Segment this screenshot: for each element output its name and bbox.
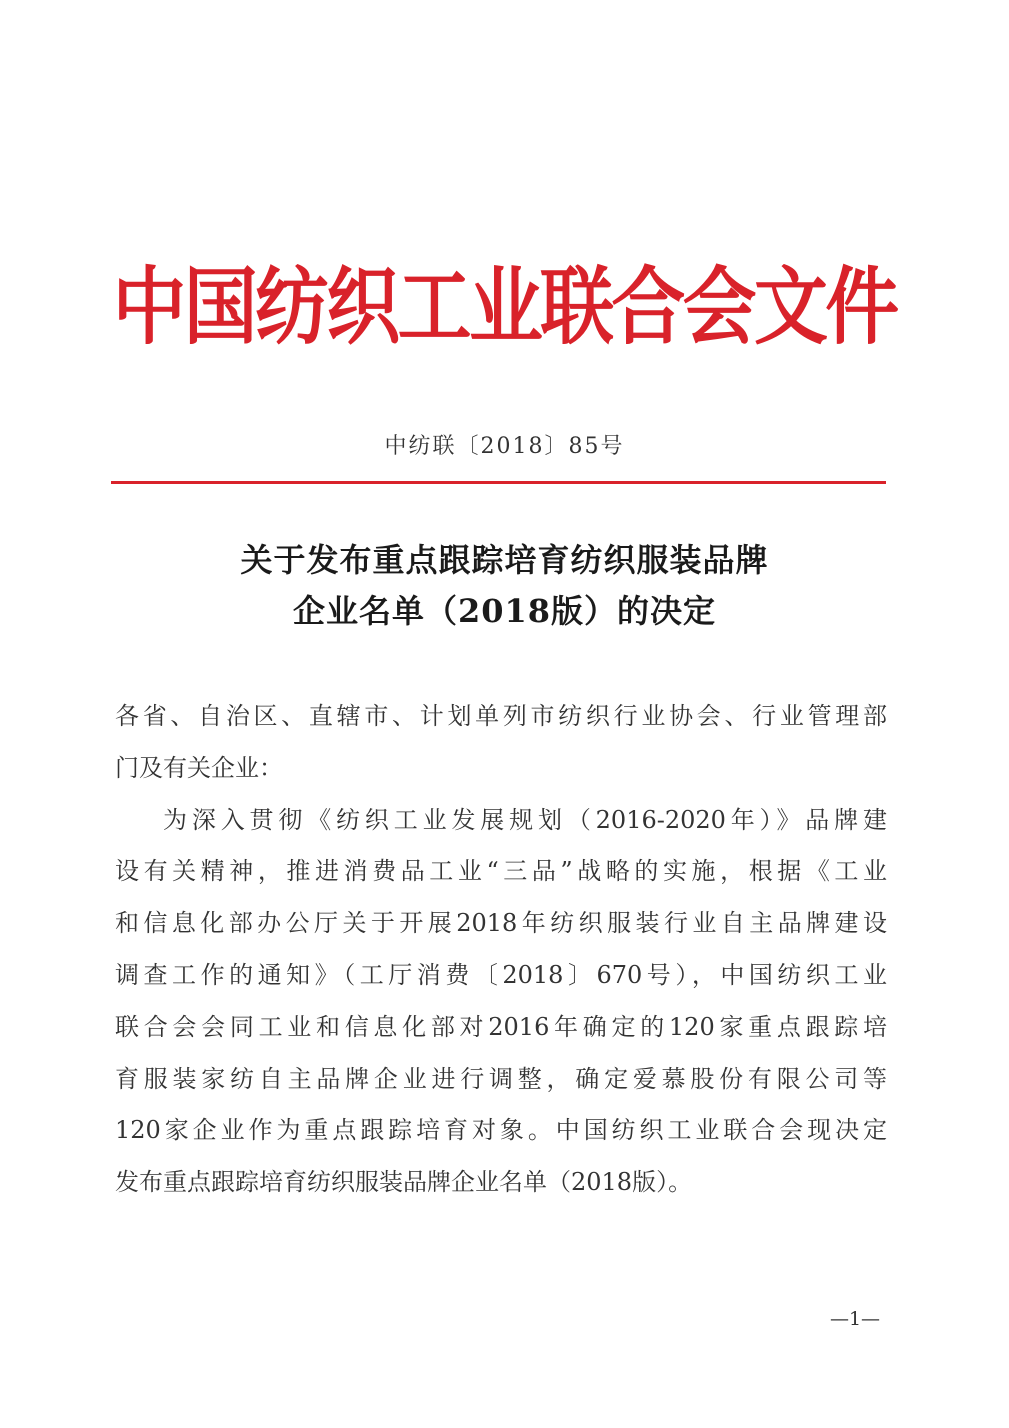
document-title-line-1: 关于发布重点跟踪培育纺织服装品牌 — [240, 541, 769, 579]
header-divider — [111, 481, 886, 484]
body-line: 育服装家纺自主品牌企业进行调整，确定爱慕股份有限公司等 — [115, 1064, 887, 1093]
salutation-line: 门及有关企业： — [115, 753, 283, 782]
document-title-line-2: 企业名单（2018版）的决定 — [292, 592, 717, 630]
salutation-line: 各省、自治区、直辖市、计划单列市纺织行业协会、行业管理部 — [115, 702, 887, 730]
body-line: 120家企业作为重点跟踪培育对象。中国纺织工业联合会现决定 — [115, 1116, 887, 1145]
body-line: 联合会会同工业和信息化部对2016年确定的120家重点跟踪培 — [115, 1012, 887, 1041]
body-line: 为深入贯彻《纺织工业发展规划（2016-2020年）》品牌建 — [163, 805, 887, 834]
document-number: 中纺联〔2018〕85号 — [384, 434, 625, 459]
body-line: 发布重点跟踪培育纺织服装品牌企业名单（2018版）。 — [115, 1168, 693, 1197]
document-header-title: 中国纺织工业联合会文件 — [112, 257, 897, 356]
body-line: 设有关精神，推进消费品工业“三品”战略的实施，根据《工业 — [115, 857, 887, 886]
body-line: 和信息化部办公厅关于开展2018年纺织服装行业自主品牌建设 — [115, 909, 887, 938]
document-body — [115, 691, 887, 1209]
page-number: —1— — [829, 1308, 881, 1330]
body-line: 调查工作的通知》（工厅消费〔2018〕670号），中国纺织工业 — [115, 960, 887, 989]
